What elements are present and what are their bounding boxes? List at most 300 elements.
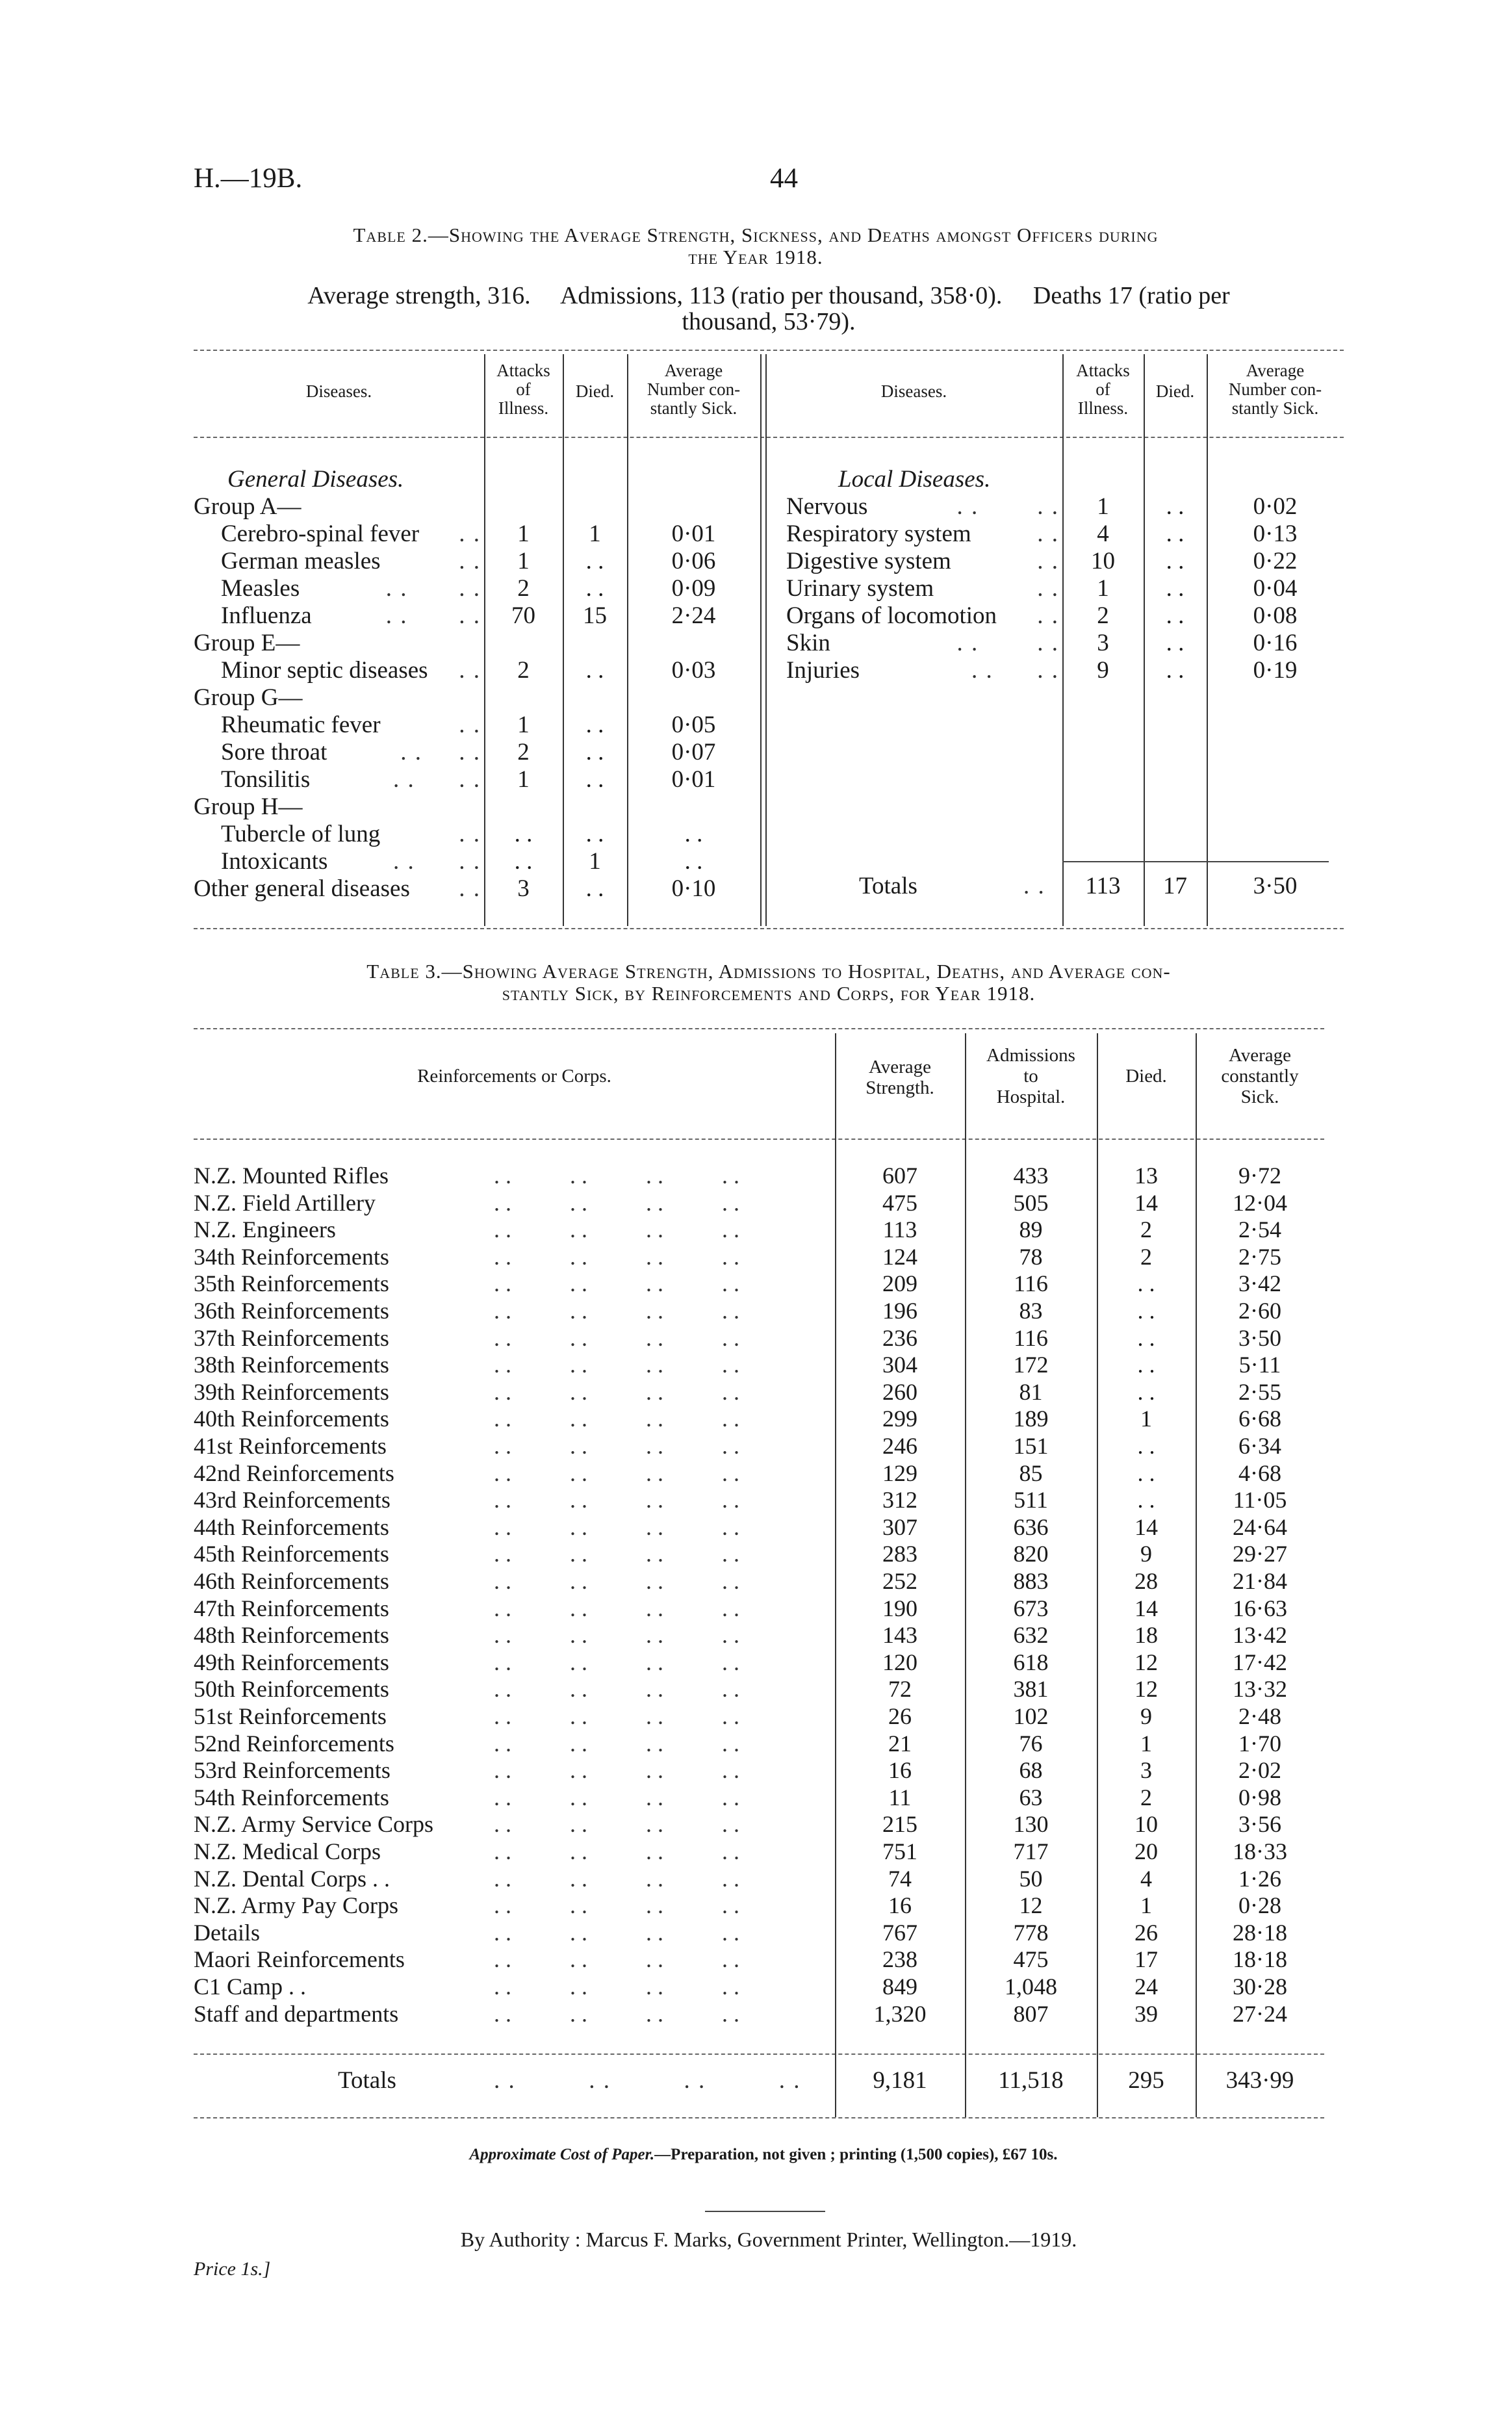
table2-stats-line1: Average strength, 316. Admissions, 113 (ratio per thousand, 358·0). Deaths 17 (ratio per [307,282,1230,309]
t2-col-attacks-right: Attacks of Illness. [1076,361,1130,418]
t3-row-sick: 27·24 [1233,2001,1287,2027]
t3-col-corps: Reinforcements or Corps. [417,1066,611,1087]
t3-totals-sick: 343·99 [1225,2067,1294,2094]
t3-row-died: 2 [1140,1784,1152,1810]
t3-row-name: 49th Reinforcements [194,1649,389,1675]
t3-row-sick: 29·27 [1233,1541,1287,1567]
t3-row-died: 12 [1134,1649,1158,1675]
t2-right-row-label: Organs of locomotion [786,602,997,629]
t3-row-name: 43rd Reinforcements [194,1487,391,1513]
t3-row [194,1513,1324,1540]
t3-row-strength: 607 [882,1163,917,1189]
t2-right-row-label: Respiratory system [786,521,971,547]
cost-note-label: Approximate Cost of Paper. [469,2146,655,2163]
t2-left-row-label: Group E— [194,630,300,656]
t3-row-died: . . [1137,1352,1155,1378]
t3-row-admissions: 78 [1019,1244,1043,1270]
t3-row-sick: 3·50 [1238,1325,1281,1351]
t3-row-name: Details [194,1920,260,1946]
t3-row-admissions: 618 [1013,1649,1049,1675]
t3-row [194,1432,1324,1459]
table3-caption-line2: stantly Sick, by Reinforcements and Corps, for Year 1918. [502,982,1036,1005]
t3-row [194,1297,1324,1324]
t3-row-admissions: 102 [1013,1703,1049,1729]
t3-row-dots: . . . . . . . . [494,1352,739,1378]
t2-right-row-died: . . [1166,521,1185,547]
t3-row-died: 12 [1134,1676,1158,1702]
t2-left-row-label: Sore throat [221,739,327,766]
t2-left-row-died: . . [585,657,604,684]
t3-row-dots: . . . . . . . . [494,1892,739,1918]
t3-row-died: 28 [1134,1568,1158,1594]
t3-row [194,1486,1324,1513]
t3-row-admissions: 807 [1013,2001,1049,2027]
t3-row-admissions: 673 [1013,1595,1049,1621]
t3-row [194,1540,1324,1567]
table2-vline [765,354,767,926]
t3-row-died: . . [1137,1433,1155,1459]
t3-row-admissions: 151 [1013,1433,1049,1459]
t3-row [194,1838,1324,1864]
t3-col-died: Died. [1125,1066,1167,1087]
t3-row-sick: 6·68 [1238,1406,1281,1432]
t3-row-dots: . . . . . . . . [494,1298,739,1324]
t3-row-admissions: 778 [1013,1920,1049,1946]
t3-row-admissions: 50 [1019,1866,1043,1892]
t3-row-admissions: 717 [1013,1838,1049,1864]
t2-right-row-label: Urinary system [786,575,934,602]
t3-row-strength: 196 [882,1298,917,1324]
t2-left-row-dots: . . [459,657,481,684]
t2-left-row-died: . . [585,712,604,738]
document-reference: H.—19B. [194,163,303,194]
t2-right-row-died: . . [1166,575,1185,602]
t3-row [194,1351,1324,1378]
t3-row-name: N.Z. Mounted Rifles [194,1163,389,1189]
t3-row-died: 2 [1140,1244,1152,1270]
t2-left-row-died: . . [585,875,604,902]
t3-row [194,1865,1324,1892]
t3-row-strength: 113 [882,1216,917,1242]
t3-row-died: 14 [1134,1190,1158,1216]
t3-row [194,1757,1324,1783]
t3-row-dots: . . . . . . . . [494,1622,739,1648]
t3-totals-strength: 9,181 [873,2067,927,2094]
t3-row-died: . . [1137,1460,1155,1486]
t2-left-row-died: . . [585,821,604,847]
t2-right-row-avg: 0·08 [1253,602,1298,629]
t3-row [194,1621,1324,1648]
t3-row-dots: . . . . . . . . [494,1379,739,1405]
t2-left-row-died: . . [585,575,604,602]
t3-row-admissions: 820 [1013,1541,1049,1567]
t3-row-sick: 18·18 [1233,1946,1287,1972]
t2-totals-avg: 3·50 [1253,873,1298,899]
t3-totals-label: Totals [338,2067,396,2094]
t2-right-row-died: . . [1166,493,1185,520]
t3-row-dots: . . . . . . . . [494,1784,739,1810]
t2-right-row-dots: . . . . [956,493,1059,520]
t2-left-row-avg: 2·24 [671,602,716,629]
t3-row-sick: 18·33 [1233,1838,1287,1864]
t2-right-row-dots: . . . . [971,657,1059,684]
t3-row [194,1243,1324,1270]
t3-row-died: 1 [1140,1731,1152,1757]
t3-row-dots: . . . . . . . . [494,1649,739,1675]
t2-left-row-label: Cerebro-spinal fever [221,521,420,547]
t3-row-sick: 21·84 [1233,1568,1287,1594]
t3-row-strength: 246 [882,1433,917,1459]
t3-row-admissions: 63 [1019,1784,1043,1810]
t3-row-name: N.Z. Engineers [194,1216,336,1242]
t2-right-row-attacks: 3 [1097,630,1109,656]
table3-header-rule [194,1139,1324,1140]
t2-right-row-attacks: 2 [1097,602,1109,629]
t3-row-name: 42nd Reinforcements [194,1460,394,1486]
t3-row-sick: 11·05 [1233,1487,1287,1513]
t3-row-admissions: 130 [1013,1811,1049,1837]
t2-right-row-attacks: 10 [1091,548,1115,574]
t3-row [194,1189,1324,1216]
t2-right-row-dots: . . [1037,548,1059,574]
t2-col-diseases-right: Diseases. [880,381,947,401]
t2-left-row-label: Other general diseases [194,875,410,902]
t2-col-died-left: Died. [575,381,615,401]
t3-row-admissions: 189 [1013,1406,1049,1432]
t3-row-died: 14 [1134,1514,1158,1540]
t2-left-row-attacks: . . [514,848,533,875]
t2-right-row-label: Skin [786,630,830,656]
t2-right-row-avg: 0·22 [1253,548,1298,574]
t2-totals-attacks: 113 [1085,873,1121,899]
t3-row-dots: . . . . . . . . [494,1676,739,1702]
t3-row-name: N.Z. Dental Corps . . [194,1866,390,1892]
t3-row-admissions: 172 [1013,1352,1049,1378]
t3-row-dots: . . . . . . . . [494,1811,739,1837]
t3-row-name: C1 Camp . . [194,1974,307,2000]
t2-left-row-label: Intoxicants [221,848,328,875]
t2-right-row-attacks: 9 [1097,657,1109,684]
t3-col-sick: Average constantly Sick. [1221,1045,1299,1107]
t3-row [194,1730,1324,1757]
t2-left-row-avg: 0·09 [671,575,716,602]
t3-row-strength: 209 [882,1270,917,1296]
t2-left-row-label: Group G— [194,684,303,711]
printer-authority: By Authority : Marcus F. Marks, Government Printer, Wellington.—1919. [460,2228,1077,2251]
t3-row-strength: 849 [882,1974,917,2000]
t2-left-row-label: Tubercle of lung [221,821,381,847]
t3-row-admissions: 433 [1013,1163,1049,1189]
t3-row-dots: . . . . . . . . [494,1244,739,1270]
t2-left-row-label: German measles [221,548,381,574]
t3-row-sick: 0·98 [1238,1784,1281,1810]
t2-left-row-died: 1 [589,521,601,547]
t3-row-died: 1 [1140,1892,1152,1918]
t2-left-row-attacks: 1 [517,766,530,793]
t3-totals-dots: . . . . . . . . [494,2067,801,2094]
table2-caption-line1: Table 2.—Showing the Average Strength, Sickness, and Deaths amongst Officers during [353,224,1159,246]
t3-row-name: 40th Reinforcements [194,1406,389,1432]
table3-totals-rule [194,2053,1324,2055]
t3-row-dots: . . . . . . . . [494,1568,739,1594]
t3-row-sick: 9·72 [1238,1163,1281,1189]
t3-row [194,1595,1324,1621]
t3-row-sick: 13·42 [1233,1622,1287,1648]
t3-row-dots: . . . . . . . . [494,1866,739,1892]
t3-row [194,1378,1324,1405]
t2-left-row-dots: . . [452,521,481,547]
t3-row-admissions: 475 [1013,1946,1049,1972]
t3-row-strength: 26 [888,1703,912,1729]
t3-row-strength: 307 [882,1514,917,1540]
t3-row-dots: . . . . . . . . [494,1541,739,1567]
table2-stats [194,283,1344,335]
t2-left-row-dots: . . [459,548,481,574]
t3-row-strength: 1,320 [873,2001,927,2027]
cost-note-text: —Preparation, not given ; printing (1,500 copies), £67 10s. [654,2146,1058,2163]
t3-row [194,1324,1324,1351]
t3-row-admissions: 1,048 [1005,1974,1057,2000]
t3-row-admissions: 12 [1019,1892,1043,1918]
t2-left-row-avg: 0·07 [671,739,716,766]
t3-row [194,1405,1324,1432]
t3-row-name: 38th Reinforcements [194,1352,389,1378]
t3-row-died: 24 [1134,1974,1158,2000]
t3-row-dots: . . . . . . . . [494,1703,739,1729]
t2-left-row-dots: . . [459,821,481,847]
t2-col-avg-left: Average Number con- stantly Sick. [647,361,741,418]
t2-left-row-attacks: 1 [517,712,530,738]
t3-row-name: 54th Reinforcements [194,1784,389,1810]
t2-left-row-dots: . . [452,875,481,902]
t3-row-dots: . . . . . . . . [494,2001,739,2027]
t3-row-name: 37th Reinforcements [194,1325,389,1351]
t3-row-dots: . . . . . . . . [494,1460,739,1486]
t3-row-strength: 124 [882,1244,917,1270]
t3-row-died: 10 [1134,1811,1158,1837]
t3-row-died: 13 [1134,1163,1158,1189]
t3-row-name: 50th Reinforcements [194,1676,389,1702]
t3-row-died: 4 [1140,1866,1152,1892]
t2-left-row-died: 15 [583,602,607,629]
t2-right-row-attacks: 1 [1097,493,1109,520]
t2-right-row-attacks: 4 [1097,521,1109,547]
t2-left-row-avg: 0·03 [671,657,716,684]
t3-row [194,1892,1324,1918]
t3-row-died: 14 [1134,1595,1158,1621]
t2-left-row-avg: 0·10 [671,875,716,902]
t3-row-name: 45th Reinforcements [194,1541,389,1567]
t2-right-row-attacks: 1 [1097,575,1109,602]
t2-left-row-avg: . . [684,848,703,875]
table2-bottom-rule [194,928,1344,929]
t2-left-row-died: . . [585,548,604,574]
t3-row-dots: . . . . . . . . [494,1487,739,1513]
t3-row-admissions: 76 [1019,1731,1043,1757]
t3-row-name: N.Z. Army Pay Corps [194,1892,398,1918]
t2-right-row-died: . . [1166,630,1185,656]
t3-row-sick: 1·70 [1238,1731,1281,1757]
t3-row-died: . . [1137,1487,1155,1513]
t3-totals-admissions: 11,518 [998,2067,1064,2094]
table2-stats-line2: thousand, 53·79). [682,308,856,335]
t3-row-name: 52nd Reinforcements [194,1731,394,1757]
t2-left-row-dots: . . . . [385,575,481,602]
t3-row-strength: 74 [888,1866,912,1892]
t3-row-died: 2 [1140,1216,1152,1242]
t3-row-dots: . . . . . . . . [494,1974,739,2000]
t3-col-admissions: Admissions to Hospital. [986,1045,1075,1107]
t3-row-sick: 2·55 [1238,1379,1281,1405]
t3-row-admissions: 68 [1019,1757,1043,1783]
t2-left-row-attacks: 2 [517,575,530,602]
t3-row-died: . . [1137,1298,1155,1324]
t3-row [194,1567,1324,1594]
t3-row-dots: . . . . . . . . [494,1757,739,1783]
t3-row-sick: 1·26 [1238,1866,1281,1892]
t3-row-died: 1 [1140,1406,1152,1432]
t3-row [194,1784,1324,1810]
t3-row-strength: 260 [882,1379,917,1405]
t3-row-admissions: 85 [1019,1460,1043,1486]
t3-row-sick: 30·28 [1233,1974,1287,2000]
t3-row-dots: . . . . . . . . [494,1433,739,1459]
t3-row-sick: 0·28 [1238,1892,1281,1918]
t3-row-name: 46th Reinforcements [194,1568,389,1594]
t3-row-died: 9 [1140,1703,1152,1729]
t3-row-dots: . . . . . . . . [494,1216,739,1242]
table3-bottom-rule [194,2117,1324,2118]
t2-right-row-dots: . . [1030,602,1059,629]
t3-row-strength: 16 [888,1757,912,1783]
t3-row-died: 3 [1140,1757,1152,1783]
t2-col-diseases-left: Diseases. [305,381,372,401]
t3-row-sick: 3·56 [1238,1811,1281,1837]
t2-col-attacks-left: Attacks of Illness. [496,361,550,418]
t3-row-name: Maori Reinforcements [194,1946,405,1972]
t2-left-row-attacks: 70 [511,602,535,629]
t2-left-row-avg: 0·05 [671,712,716,738]
t3-row-dots: . . . . . . . . [494,1406,739,1432]
t3-row-admissions: 883 [1013,1568,1049,1594]
t3-row-strength: 21 [888,1731,912,1757]
t2-right-row-avg: 0·02 [1253,493,1298,520]
t2-right-row-died: . . [1166,548,1185,574]
t3-row-sick: 2·75 [1238,1244,1281,1270]
t3-row [194,1270,1324,1296]
t3-row-sick: 12·04 [1233,1190,1287,1216]
t2-col-avg-right: Average Number con- stantly Sick. [1228,361,1322,418]
t3-row-dots: . . . . . . . . [494,1163,739,1189]
t2-right-row-died: . . [1166,602,1185,629]
t3-row-died: 20 [1134,1838,1158,1864]
t3-row-died: . . [1137,1379,1155,1405]
t3-row-died: 17 [1134,1946,1158,1972]
t3-row-strength: 751 [882,1838,917,1864]
t3-row-strength: 215 [882,1811,917,1837]
t3-row-name: 35th Reinforcements [194,1270,389,1296]
t3-row-strength: 767 [882,1920,917,1946]
t3-row-admissions: 89 [1019,1216,1043,1242]
t3-row-strength: 190 [882,1595,917,1621]
t2-right-row-label: Digestive system [786,548,951,574]
t2-left-row-dots: . . . . [400,739,481,766]
t3-row-sick: 28·18 [1233,1920,1287,1946]
t3-row-admissions: 83 [1019,1298,1043,1324]
t3-row [194,2000,1324,2027]
t2-left-row-died: 1 [589,848,601,875]
t3-row-sick: 13·32 [1233,1676,1287,1702]
t2-totals-dots: . . [1023,873,1045,899]
t3-row-strength: 475 [882,1190,917,1216]
t3-row-admissions: 81 [1019,1379,1043,1405]
t3-row-name: N.Z. Army Service Corps [194,1811,433,1837]
t2-right-row-avg: 0·16 [1253,630,1298,656]
t3-row-strength: 252 [882,1568,917,1594]
t3-row [194,1703,1324,1729]
t3-row-sick: 24·64 [1233,1514,1287,1540]
t2-right-row-dots: . . [1037,521,1059,547]
t2-left-row-attacks: . . [514,821,533,847]
t3-row-admissions: 116 [1014,1325,1048,1351]
footer-rule [705,2211,825,2212]
t3-row-strength: 16 [888,1892,912,1918]
t3-row-strength: 129 [882,1460,917,1486]
t3-row-strength: 72 [888,1676,912,1702]
t3-row-name: N.Z. Field Artillery [194,1190,376,1216]
t3-row-admissions: 116 [1014,1270,1048,1296]
t2-left-row-label: Rheumatic fever [221,712,381,738]
t2-totals-label: Totals [859,873,917,899]
t2-right-row-avg: 0·13 [1253,521,1298,547]
t3-row-name: 48th Reinforcements [194,1622,389,1648]
t2-right-row-avg: 0·04 [1253,575,1298,602]
t3-row-sick: 17·42 [1233,1649,1287,1675]
t3-row-dots: . . . . . . . . [494,1325,739,1351]
t3-row-name: 41st Reinforcements [194,1433,387,1459]
t2-totals-died: 17 [1163,873,1187,899]
t3-row-sick: 2·02 [1238,1757,1281,1783]
t2-left-title: General Diseases. [227,466,404,493]
t2-left-row-attacks: 1 [517,548,530,574]
t3-row-sick: 3·42 [1238,1270,1281,1296]
t3-row-died: 9 [1140,1541,1152,1567]
t2-col-died-right: Died. [1155,381,1195,401]
t3-row-dots: . . . . . . . . [494,1595,739,1621]
t2-right-title: Local Diseases. [838,466,991,493]
t2-left-row-avg: . . [684,821,703,847]
t3-row-strength: 120 [882,1649,917,1675]
t3-row-name: 39th Reinforcements [194,1379,389,1405]
t2-left-row-attacks: 2 [517,739,530,766]
t2-left-row-label: Minor septic diseases [221,657,428,684]
table2-caption-line2: the Year 1918. [688,246,823,268]
t3-row-admissions: 381 [1013,1676,1049,1702]
t3-row-strength: 11 [888,1784,912,1810]
t3-row [194,1649,1324,1675]
table3-caption-line1: Table 3.—Showing Average Strength, Admissions to Hospital, Deaths, and Average con- [366,960,1171,983]
t3-row-dots: . . . . . . . . [494,1838,739,1864]
t2-right-row-dots: . . [1037,575,1059,602]
t3-col-strength: Average Strength. [865,1057,934,1098]
t2-left-row-dots: . . . . [385,602,481,629]
page-number: 44 [770,163,798,194]
table2-vline [760,354,762,926]
t3-row-dots: . . . . . . . . [494,1270,739,1296]
t2-left-row-died: . . [585,739,604,766]
t2-right-row-avg: 0·19 [1253,657,1298,684]
t3-row-died: 18 [1134,1622,1158,1648]
